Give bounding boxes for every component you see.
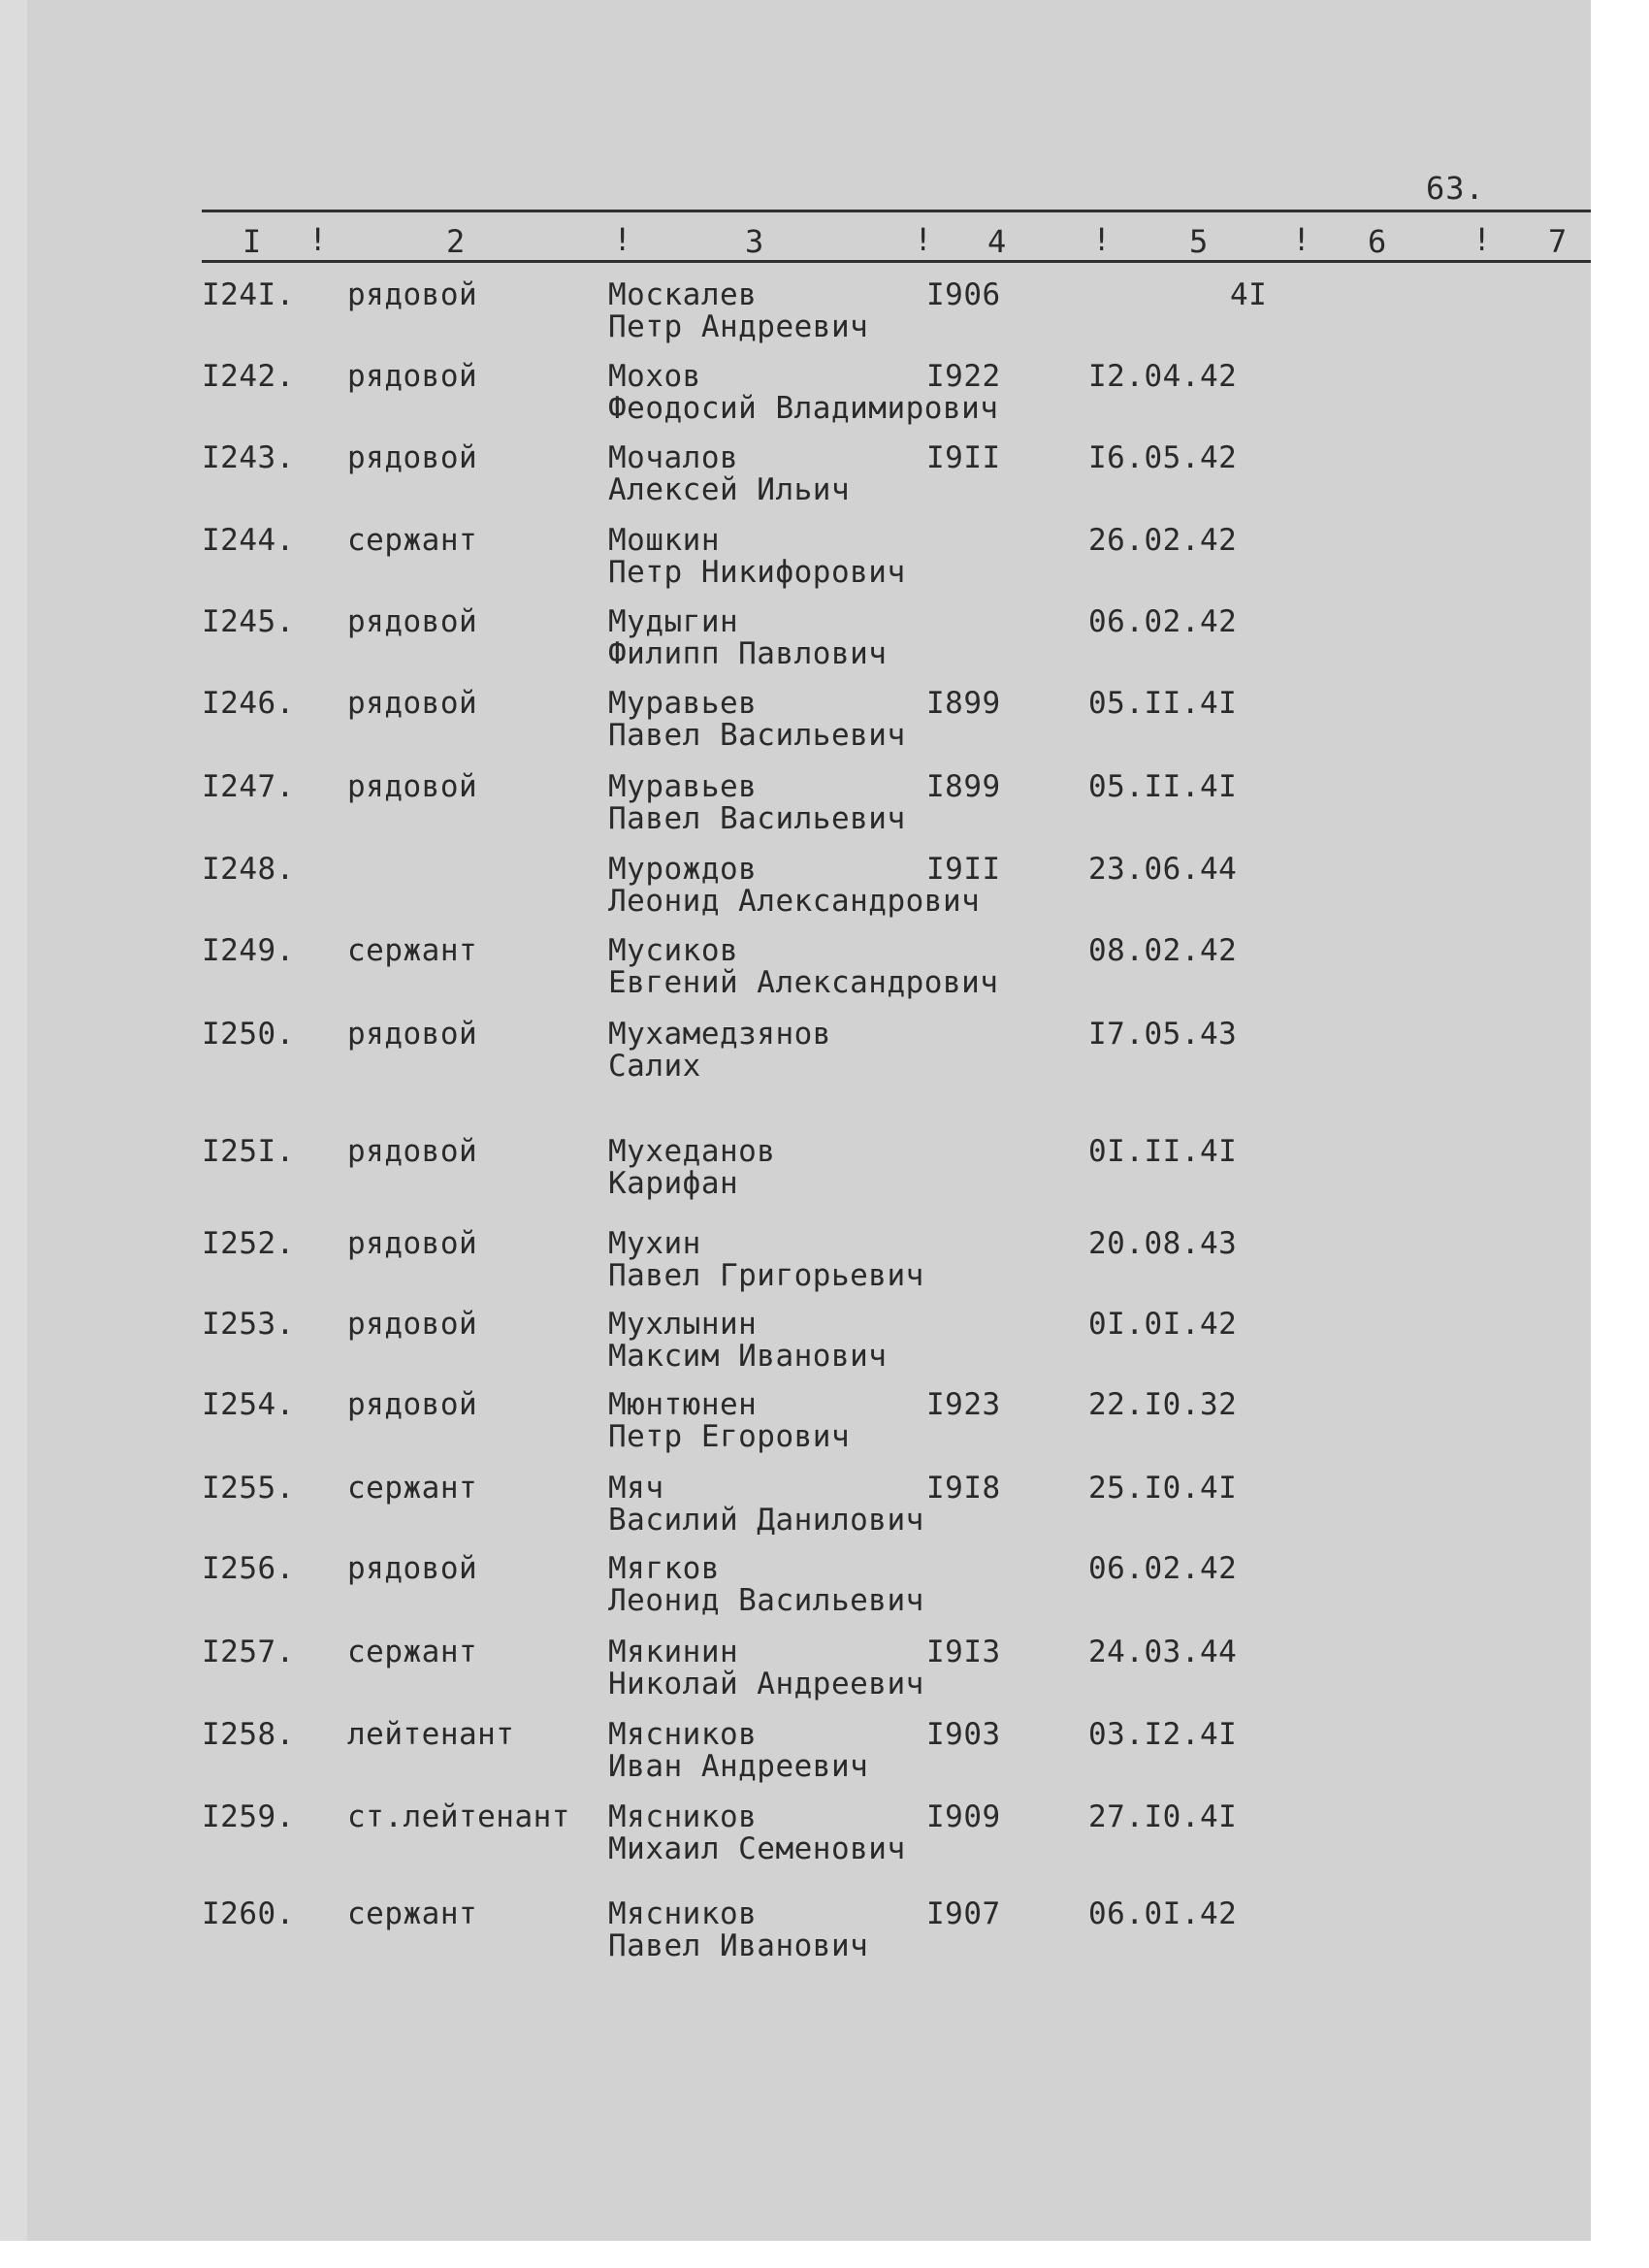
table-row	[0, 361, 1591, 438]
table-row	[0, 1473, 1591, 1550]
column-header-5: 5	[1189, 223, 1209, 260]
date: I6.05.42	[1088, 440, 1238, 475]
birth-year: I9I8	[926, 1471, 1001, 1506]
date: 27.I0.4I	[1088, 1799, 1238, 1834]
row-number: I244.	[202, 523, 295, 558]
rank: сержант	[347, 933, 478, 968]
surname: Мясников	[608, 1799, 758, 1834]
row-number: I247.	[202, 769, 295, 804]
surname: Мяч	[608, 1471, 664, 1506]
given-names: Петр Никифорович	[608, 555, 906, 590]
surname: Муравьев	[608, 686, 758, 721]
row-number: I253.	[202, 1307, 295, 1342]
birth-year: I906	[926, 277, 1001, 312]
table-row	[0, 1389, 1591, 1467]
page-number: 63.	[1426, 170, 1485, 207]
rank: рядовой	[347, 440, 478, 475]
birth-year: I899	[926, 686, 1001, 721]
table-row	[0, 771, 1591, 849]
surname: Мухин	[608, 1226, 701, 1261]
surname: Мякинин	[608, 1635, 739, 1669]
date: 25.I0.4I	[1088, 1471, 1238, 1506]
column-separator: !	[308, 221, 328, 258]
rank: рядовой	[347, 1017, 478, 1052]
column-header-3: 3	[745, 223, 764, 260]
given-names: Иван Андреевич	[608, 1749, 869, 1784]
birth-year: I9II	[926, 440, 1001, 475]
date: 06.02.42	[1088, 604, 1238, 639]
column-separator: !	[914, 221, 933, 258]
table-row	[0, 1019, 1591, 1096]
date: 08.02.42	[1088, 933, 1238, 968]
row-number: I254.	[202, 1387, 295, 1422]
given-names: Феодосий Владимирович	[608, 391, 999, 426]
rank: сержант	[347, 1471, 478, 1506]
birth-year: I9I3	[926, 1635, 1001, 1669]
table-row	[0, 854, 1591, 931]
date: 22.I0.32	[1088, 1387, 1238, 1422]
surname: Муравьев	[608, 769, 758, 804]
birth-year: I9II	[926, 852, 1001, 887]
table-row	[0, 442, 1591, 520]
surname: Мягков	[608, 1551, 720, 1586]
surname: Мюнтюнен	[608, 1387, 758, 1422]
rank: рядовой	[347, 769, 478, 804]
rank: сержант	[347, 1635, 478, 1669]
rank: рядовой	[347, 1387, 478, 1422]
date: 05.II.4I	[1088, 686, 1238, 721]
surname: Мухлынин	[608, 1307, 758, 1342]
table-row	[0, 606, 1591, 684]
date: 4I	[1230, 277, 1268, 312]
column-separator: !	[1292, 221, 1311, 258]
given-names: Алексей Ильич	[608, 472, 851, 507]
column-header-1: I	[242, 223, 262, 260]
row-number: I258.	[202, 1717, 295, 1752]
surname: Мудыгин	[608, 604, 739, 639]
surname: Мясников	[608, 1717, 758, 1752]
date: 05.II.4I	[1088, 769, 1238, 804]
row-number: I260.	[202, 1896, 295, 1931]
surname: Мухеданов	[608, 1134, 776, 1169]
date: 06.0I.42	[1088, 1896, 1238, 1931]
given-names: Евгений Александрович	[608, 965, 999, 1000]
rank: рядовой	[347, 1307, 478, 1342]
given-names: Павел Васильевич	[608, 718, 906, 753]
column-header-4: 4	[987, 223, 1007, 260]
surname: Мурождов	[608, 852, 758, 887]
date: 26.02.42	[1088, 523, 1238, 558]
rank: рядовой	[347, 1226, 478, 1261]
given-names: Максим Иванович	[608, 1339, 888, 1374]
table-row	[0, 688, 1591, 765]
surname: Мусиков	[608, 933, 739, 968]
column-header-2: 2	[446, 223, 466, 260]
birth-year: I903	[926, 1717, 1001, 1752]
row-number: I250.	[202, 1017, 295, 1052]
rank: рядовой	[347, 277, 478, 312]
row-number: I252.	[202, 1226, 295, 1261]
birth-year: I923	[926, 1387, 1001, 1422]
date: 0I.II.4I	[1088, 1134, 1238, 1169]
rank: рядовой	[347, 604, 478, 639]
given-names: Леонид Васильевич	[608, 1583, 924, 1618]
header-top-rule	[202, 210, 1591, 212]
given-names: Павел Васильевич	[608, 801, 906, 836]
rank: рядовой	[347, 1551, 478, 1586]
header-bottom-rule	[202, 260, 1591, 263]
surname: Мочалов	[608, 440, 739, 475]
table-row	[0, 1309, 1591, 1386]
column-header-7: 7	[1548, 223, 1568, 260]
column-header-6: 6	[1368, 223, 1387, 260]
given-names: Филипп Павлович	[608, 636, 888, 671]
birth-year: I907	[926, 1896, 1001, 1931]
row-number: I256.	[202, 1551, 295, 1586]
rank: рядовой	[347, 686, 478, 721]
date: 24.03.44	[1088, 1635, 1238, 1669]
row-number: I242.	[202, 359, 295, 394]
surname: Мясников	[608, 1896, 758, 1931]
given-names: Салих	[608, 1049, 701, 1084]
row-number: I249.	[202, 933, 295, 968]
rank: лейтенант	[347, 1717, 515, 1752]
row-number: I24I.	[202, 277, 295, 312]
rank: рядовой	[347, 359, 478, 394]
rank: сержант	[347, 1896, 478, 1931]
rank: ст.лейтенант	[347, 1799, 570, 1834]
row-number: I259.	[202, 1799, 295, 1834]
row-number: I248.	[202, 852, 295, 887]
column-separator: !	[613, 221, 632, 258]
row-number: I245.	[202, 604, 295, 639]
table-row	[0, 1136, 1591, 1214]
column-separator: !	[1472, 221, 1492, 258]
date: 0I.0I.42	[1088, 1307, 1238, 1342]
birth-year: I922	[926, 359, 1001, 394]
row-number: I246.	[202, 686, 295, 721]
given-names: Карифан	[608, 1166, 739, 1201]
table-row	[0, 1636, 1591, 1714]
date: I7.05.43	[1088, 1017, 1238, 1052]
row-number: I25I.	[202, 1134, 295, 1169]
row-number: I243.	[202, 440, 295, 475]
date: 20.08.43	[1088, 1226, 1238, 1261]
table-row	[0, 279, 1591, 357]
given-names: Петр Егорович	[608, 1419, 851, 1454]
surname: Москалев	[608, 277, 758, 312]
given-names: Леонид Александрович	[608, 884, 981, 919]
rank: рядовой	[347, 1134, 478, 1169]
surname: Мохов	[608, 359, 701, 394]
date: 06.02.42	[1088, 1551, 1238, 1586]
table-row	[0, 1801, 1591, 1879]
date: 23.06.44	[1088, 852, 1238, 887]
surname: Мухамедзянов	[608, 1017, 831, 1052]
surname: Мошкин	[608, 523, 720, 558]
row-number: I255.	[202, 1471, 295, 1506]
given-names: Михаил Семенович	[608, 1831, 906, 1866]
row-number: I257.	[202, 1635, 295, 1669]
rank: сержант	[347, 523, 478, 558]
given-names: Василий Данилович	[608, 1503, 924, 1538]
table-row	[0, 1898, 1591, 1976]
table-row	[0, 1553, 1591, 1631]
table-row	[0, 935, 1591, 1013]
given-names: Николай Андреевич	[608, 1667, 924, 1701]
table-row	[0, 525, 1591, 602]
date: 03.I2.4I	[1088, 1717, 1238, 1752]
given-names: Павел Иванович	[608, 1928, 869, 1963]
column-separator: !	[1092, 221, 1112, 258]
table-row	[0, 1719, 1591, 1797]
birth-year: I899	[926, 769, 1001, 804]
table-row	[0, 1228, 1591, 1306]
given-names: Петр Андреевич	[608, 309, 869, 344]
date: I2.04.42	[1088, 359, 1238, 394]
given-names: Павел Григорьевич	[608, 1258, 924, 1293]
birth-year: I909	[926, 1799, 1001, 1834]
